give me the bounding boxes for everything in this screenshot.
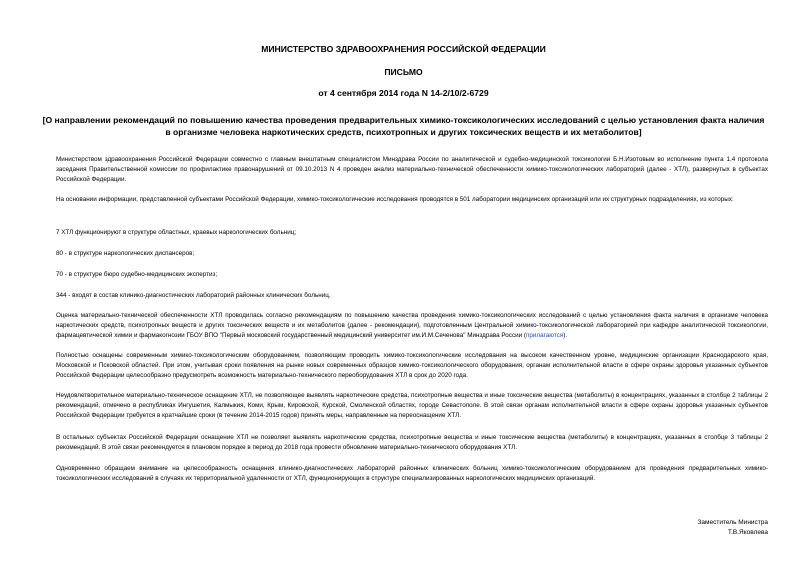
paragraph-2: На основании информации, представленной субъектами Российской Федерации, химико-токсикологические исследования проводятся в 501 лаборатории медицинских организаций или их структурных подразделениях, из которых:: [56, 196, 734, 203]
signature-position: Заместитель Министра: [697, 519, 768, 526]
paragraph-8: Полностью оснащены современным химико-токсикологическим оборудованием, позволяющим проводить химико-токсикологические исследования на высоком качественном уровне, медицинские организации Краснодарского края, Московской и Псковской областей. При этом, учитывая сроки появления на рынке новых современных образцов химико-токсикологического оборудования, органам исполнительной власти в сфере охраны здоровья указанных субъектов Российской Федерации целесообразно предусмотреть возможность материально-технического переоборудования ХТЛ в срок до 2020 года.: [56, 352, 768, 379]
paragraph-7-end: ).: [563, 331, 568, 339]
paragraph-5: 70 - в структуре бюро судебно-медицинских экспертиз;: [56, 271, 218, 278]
document-date-number: от 4 сентября 2014 года N 14-2/10/2-6729: [318, 88, 489, 98]
paragraph-10: В остальных субъектах Российской Федерации оснащение ХТЛ не позволяет выявлять наркотические средства, психотропные вещества и иные токсические вещества (метаболиты) в концентрациях, указанных в столбце 3 таблицы 2 рекомендаций. В этой связи рекомендуется в плановом порядке в период до 2018 года провести обновление материально-технического оборудования ХТЛ.: [56, 434, 768, 451]
paragraph-6: 344 - входят в состав клинико-диагностических лабораторий районных клинических больниц.: [56, 292, 331, 299]
paragraph-3: 7 ХТЛ функционируют в структуре областных, краевых наркологических больниц;: [56, 229, 297, 236]
attachment-link[interactable]: прилагаются: [526, 331, 564, 339]
paragraph-9: Неудовлетворительное материально-техническое оснащение ХТЛ, не позволяющее выявлять наркотические средства, психотропные вещества и иные токсические вещества (метаболиты) в концентрациях, указанных в столбце 2 таблицы 2 рекомендаций, отмечено в республиках Ингушетия, Калмыкия, Коми, Крым, Кировской, Курской, Смоленской областях, городе Севастополе. В этой связи органам исполнительной власти в сфере охраны здоровья указанных субъектов Российской Федерации требуется в кратчайшие сроки (в течение 2014-2015 годов) принять меры, направленные на переоснащение ХТЛ.: [56, 392, 768, 419]
document-title: [О направлении рекомендаций по повышению качества проведения предварительных химико-токсикологических исследований с целью установления факта наличия в организме человека наркотических средств, психотропных и других токсических веществ и их метаболитов]: [42, 115, 765, 137]
document-type: ПИСЬМО: [384, 67, 423, 77]
paragraph-11: Одновременно обращаем внимание на целесообразность оснащения клинико-диагностических лабораторий районных клинических больниц химико-токсикологическим оборудованием для проведения предварительных химико-токсикологических исследований в случаях их территориальной удаленности от ХТЛ, функционирующих в структуре специализированных наркологических медицинских организаций.: [56, 465, 768, 482]
paragraph-7: [56, 311, 768, 341]
paragraph-1: Министерством здравоохранения Российской Федерации совместно с главным внештатным специалистом Минздрава России по аналитической и судебно-медицинской токсикологии Б.Н.Изотовым во исполнение пункта 1.4 протокола заседания Правительственной комиссии по профилактике правонарушений от 09.10.2013 N 4 проведен анализ материально-технической обеспеченности химико-токсикологических лабораторий (далее - ХТЛ), развернутых в субъектах Российской Федерации.: [56, 156, 768, 183]
paragraph-4: 80 - в структуре наркологических диспансеров;: [56, 250, 195, 257]
paragraph-7-text: Оценка материально-технической обеспеченности ХТЛ проводилась согласно рекомендациям по повышению качества проведения химико-токсикологических исследований с целью установления факта наличия в организме человека наркотических средств, психотропных веществ и других токсических веществ и их метаболитов (далее - рекомендации), подготовленным Центральной химико-токсикологической лабораторией при кафедре аналитической токсикологии, фармацевтической химии и фармакогнозии ГБОУ ВПО "Первый московский государственный медицинский университет им.И.М.Сеченова" Минздрава России (: [56, 312, 768, 339]
signature-name: Т.В.Яковлева: [727, 529, 768, 536]
ministry-heading: МИНИСТЕРСТВО ЗДРАВООХРАНЕНИЯ РОССИЙСКОЙ ФЕДЕРАЦИИ: [261, 44, 546, 54]
